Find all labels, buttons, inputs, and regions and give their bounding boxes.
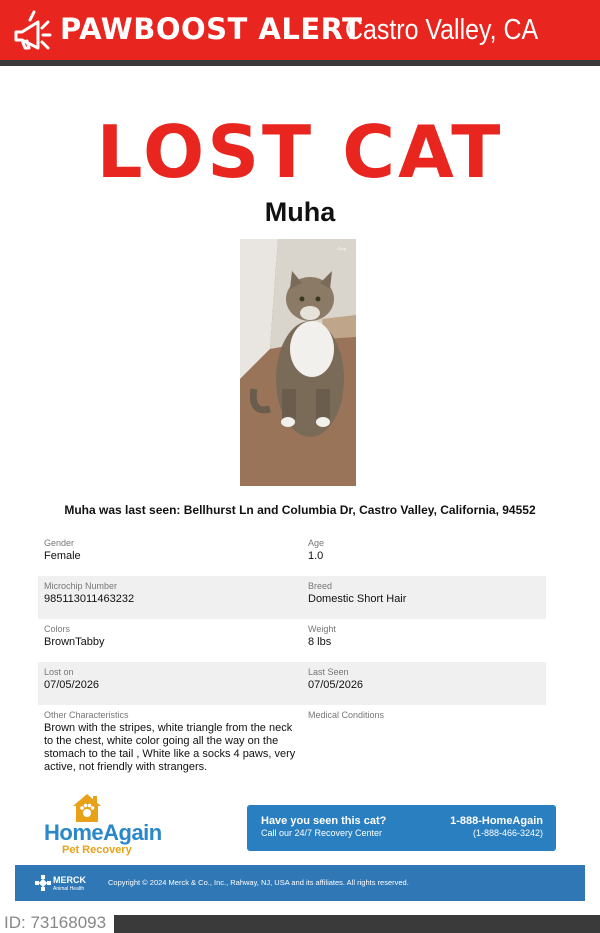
microchip-label: Microchip Number bbox=[44, 581, 118, 591]
age-label: Age bbox=[308, 538, 325, 548]
gender-cell bbox=[38, 533, 302, 576]
id-bar-fill bbox=[114, 915, 600, 933]
breed-value: Domestic Short Hair bbox=[308, 593, 407, 605]
medical-conditions-cell bbox=[302, 705, 546, 779]
pet-photo bbox=[240, 239, 356, 486]
weight-cell bbox=[302, 619, 546, 662]
poster-title: LOST CAT bbox=[96, 110, 504, 194]
age-cell bbox=[302, 533, 546, 576]
homeagain-name: HomeAgain bbox=[44, 820, 162, 845]
microchip-value: 985113011463232 bbox=[44, 593, 135, 605]
breed-label: Breed bbox=[308, 581, 333, 591]
cta-phone-digits: (1-888-466-3242) bbox=[472, 828, 543, 838]
breed-cell bbox=[302, 576, 546, 619]
pet-name: Muha bbox=[264, 197, 336, 227]
merck-name: MERCK bbox=[53, 875, 86, 885]
weight-value: 8 lbs bbox=[308, 636, 332, 648]
colors-cell bbox=[38, 619, 302, 662]
lost-on-value: 07/05/2026 bbox=[44, 679, 100, 691]
photo-overlay-label: Crop bbox=[337, 246, 346, 251]
last-seen-date-label: Last Seen bbox=[308, 667, 349, 677]
colors-label: Colors bbox=[44, 624, 71, 634]
id-bar bbox=[0, 905, 600, 933]
alert-header bbox=[0, 0, 600, 60]
last-seen-statement: Muha was last seen: Bellhurst Ln and Columbia Dr, Castro Valley, California, 94552 bbox=[64, 503, 536, 517]
cta-subtitle: Call our 24/7 Recovery Center bbox=[261, 828, 383, 838]
header-divider bbox=[0, 60, 600, 66]
alert-id: ID: 73168093 bbox=[4, 913, 107, 932]
homeagain-sub: Pet Recovery bbox=[62, 844, 132, 856]
copyright-text: Copyright © 2024 Merck & Co., Inc., Rahway, NJ, USA and its affiliates. All rights reserved. bbox=[108, 878, 409, 887]
cta-title: Have you seen this cat? bbox=[261, 815, 387, 827]
brand-name: PAWBOOST ALERT bbox=[60, 12, 363, 46]
other-characteristics-value: Brown with the stripes, white triangle from the neck to the chest, white color going all the way on the stomach to the tail , White like a socks 4 paws, very active, not friendly with strangers. bbox=[44, 722, 296, 773]
medical-conditions-label: Medical Conditions bbox=[308, 710, 385, 720]
colors-value: BrownTabby bbox=[44, 636, 105, 648]
homeagain-logo bbox=[40, 792, 190, 862]
last-seen-date-cell bbox=[302, 662, 546, 705]
merck-subtitle: Animal Health bbox=[53, 886, 85, 892]
megaphone-icon bbox=[8, 8, 52, 52]
details-row bbox=[38, 533, 546, 576]
merck-footer bbox=[15, 865, 585, 901]
pet-details bbox=[38, 533, 546, 779]
microchip-cell bbox=[38, 576, 302, 619]
lost-on-label: Lost on bbox=[44, 667, 74, 677]
last-seen-date-value: 07/05/2026 bbox=[308, 679, 364, 691]
gender-value: Female bbox=[44, 550, 81, 562]
alert-location: Castro Valley, CA bbox=[345, 14, 539, 46]
lost-on-cell bbox=[38, 662, 302, 705]
gender-label: Gender bbox=[44, 538, 75, 548]
details-row bbox=[38, 662, 546, 705]
age-value: 1.0 bbox=[308, 550, 324, 562]
other-characteristics-cell bbox=[38, 705, 302, 779]
recovery-center-banner[interactable] bbox=[247, 805, 556, 851]
details-row bbox=[38, 705, 546, 779]
details-row bbox=[38, 576, 546, 619]
other-characteristics-label: Other Characteristics bbox=[44, 710, 129, 720]
details-row bbox=[38, 619, 546, 662]
merck-logo-icon bbox=[35, 875, 51, 891]
weight-label: Weight bbox=[308, 624, 336, 634]
cta-phone[interactable]: 1-888-HomeAgain bbox=[450, 815, 543, 827]
